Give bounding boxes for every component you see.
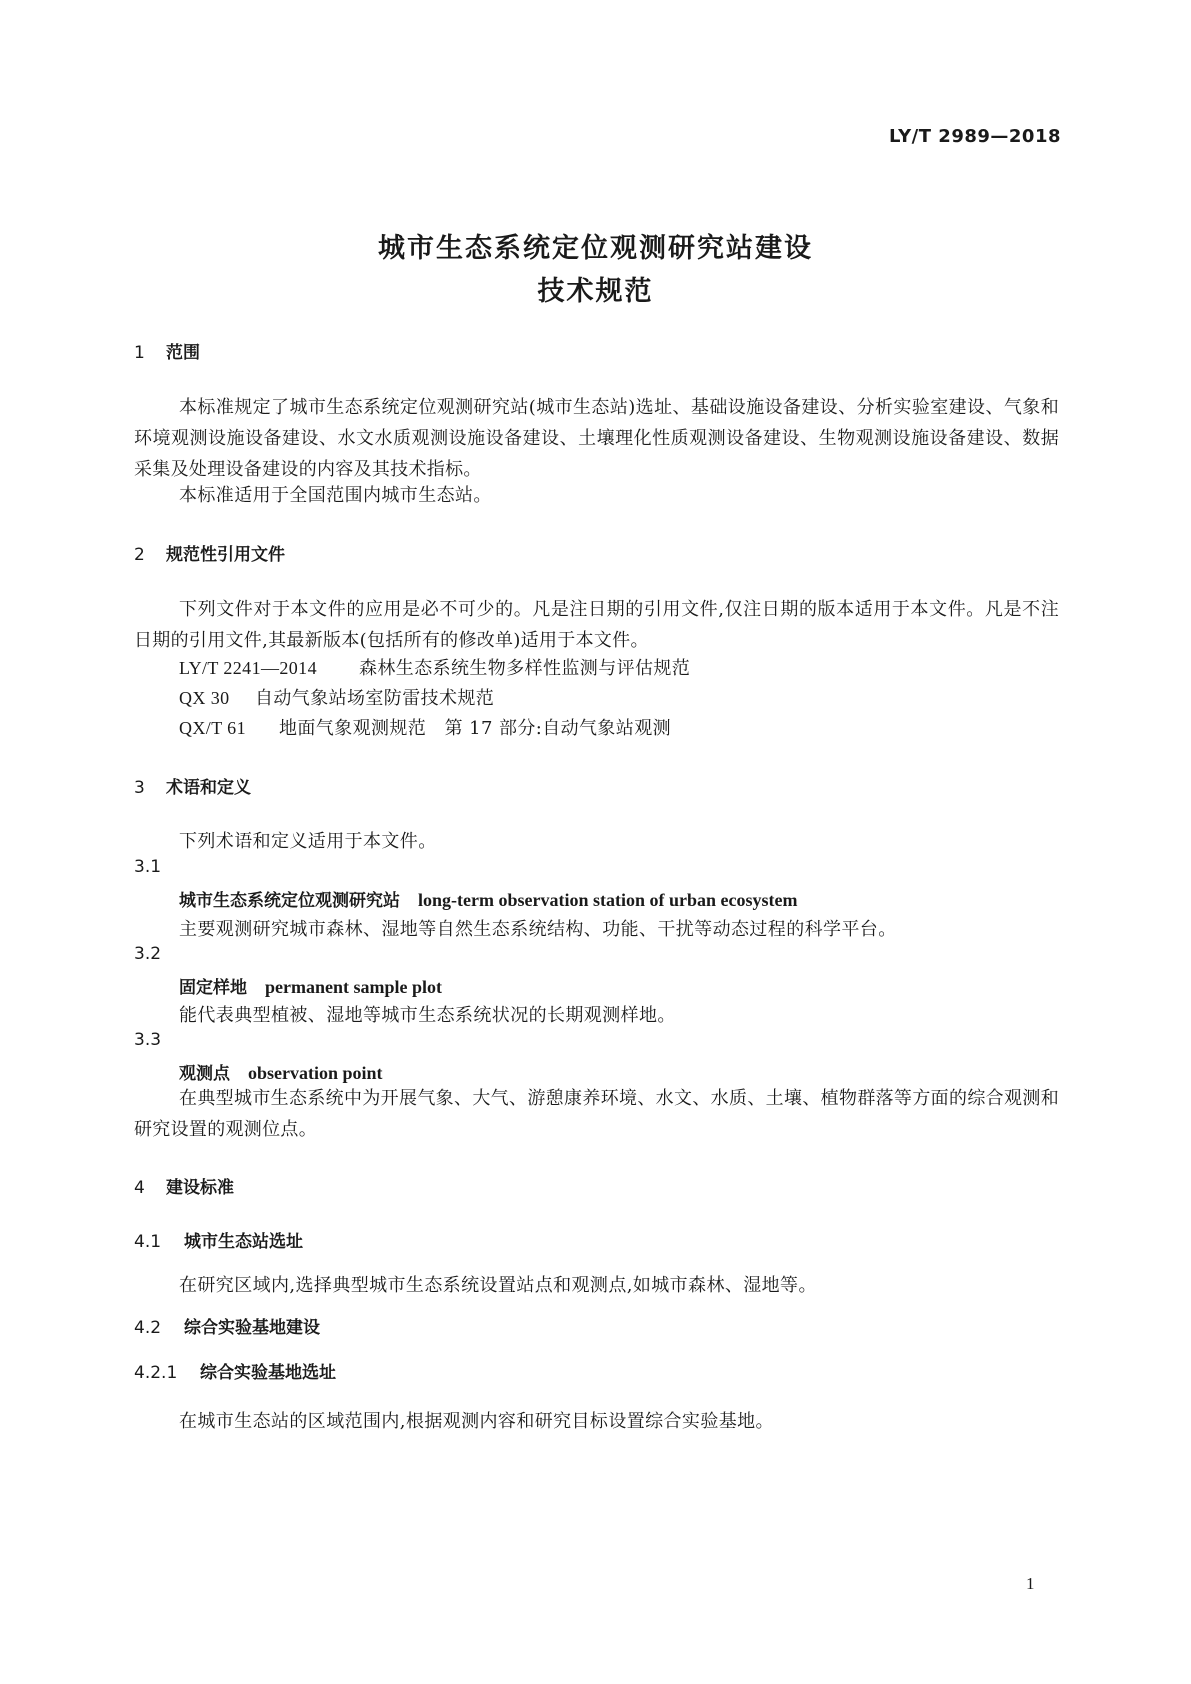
section-3-intro: 下列术语和定义适用于本文件。 <box>179 831 437 852</box>
term-english: permanent sample plot <box>265 977 442 997</box>
section-1-heading <box>134 338 200 363</box>
reference-item <box>179 684 494 710</box>
term-heading <box>179 1059 383 1084</box>
subsection-4-1-paragraph: 在研究区域内,选择典型城市生态系统设置站点和观测点,如城市森林、湿地等。 <box>179 1275 817 1296</box>
section-title: 城市生态站选址 <box>184 1232 303 1252</box>
section-number: 4.2 <box>134 1318 162 1338</box>
section-number: 4 <box>134 1178 145 1198</box>
section-2-heading <box>134 540 285 565</box>
document-title-line2: 技术规范 <box>537 276 654 307</box>
section-3-heading <box>134 773 251 798</box>
term-heading <box>179 973 442 998</box>
reference-code: LY/T 2241—2014 <box>179 658 317 678</box>
section-number: 3 <box>134 778 145 798</box>
section-1-paragraph-1: 本标准规定了城市生态系统定位观测研究站(城市生态站)选址、基础设施设备建设、分析实验室建设、气象和环境观测设施设备建设、水文水质观测设施设备建设、土壤理化性质观测设备建设、生物观测设施设备建设、数据采集及处理设备建设的内容及其技术指标。 <box>134 397 1059 480</box>
term-english: long-term observation station of urban ecosystem <box>418 890 798 910</box>
term-chinese: 观测点 <box>179 1064 230 1084</box>
section-number: 1 <box>134 343 145 363</box>
reference-item <box>179 654 690 680</box>
term-chinese: 城市生态系统定位观测研究站 <box>179 891 400 911</box>
section-title: 建设标准 <box>166 1178 234 1198</box>
reference-title: 地面气象观测规范 第 17 部分:自动气象站观测 <box>279 718 672 739</box>
subsection-4-2-1-heading <box>134 1358 336 1383</box>
page-number: 1 <box>1026 1574 1035 1593</box>
section-number: 4.2.1 <box>134 1363 178 1383</box>
section-1-paragraph-2: 本标准适用于全国范围内城市生态站。 <box>179 485 492 506</box>
term-chinese: 固定样地 <box>179 978 247 998</box>
section-title: 术语和定义 <box>166 778 251 798</box>
reference-code: QX 30 <box>179 688 230 708</box>
term-english: observation point <box>248 1063 383 1083</box>
section-number: 4.1 <box>134 1232 162 1252</box>
term-number: 3.2 <box>134 944 162 964</box>
term-number: 3.1 <box>134 857 162 877</box>
term-definition: 在典型城市生态系统中为开展气象、大气、游憩康养环境、水文、水质、土壤、植物群落等方面的综合观测和研究设置的观测位点。 <box>134 1088 1059 1140</box>
reference-title: 自动气象站场室防雷技术规范 <box>255 688 495 709</box>
term-number: 3.3 <box>134 1030 162 1050</box>
subsection-4-2-1-paragraph: 在城市生态站的区域范围内,根据观测内容和研究目标设置综合实验基地。 <box>179 1411 774 1432</box>
section-number: 2 <box>134 545 145 565</box>
subsection-4-1-heading <box>134 1227 303 1252</box>
section-title: 范围 <box>166 343 200 363</box>
reference-item <box>179 714 671 740</box>
reference-title: 森林生态系统生物多样性监测与评估规范 <box>359 658 691 679</box>
document-title-line1: 城市生态系统定位观测研究站建设 <box>378 233 813 264</box>
section-title: 综合实验基地建设 <box>184 1318 320 1338</box>
subsection-4-2-heading <box>134 1313 320 1338</box>
reference-code: QX/T 61 <box>179 718 246 738</box>
standard-code: LY/T 2989—2018 <box>888 126 1061 147</box>
section-title: 规范性引用文件 <box>166 545 285 565</box>
section-4-heading <box>134 1173 234 1198</box>
term-heading <box>179 886 797 911</box>
section-title: 综合实验基地选址 <box>200 1363 336 1383</box>
section-2-paragraph-1: 下列文件对于本文件的应用是必不可少的。凡是注日期的引用文件,仅注日期的版本适用于本文件。凡是不注日期的引用文件,其最新版本(包括所有的修改单)适用于本文件。 <box>134 599 1059 651</box>
term-definition: 能代表典型植被、湿地等城市生态系统状况的长期观测样地。 <box>179 1005 676 1026</box>
term-definition: 主要观测研究城市森林、湿地等自然生态系统结构、功能、干扰等动态过程的科学平台。 <box>179 919 897 940</box>
